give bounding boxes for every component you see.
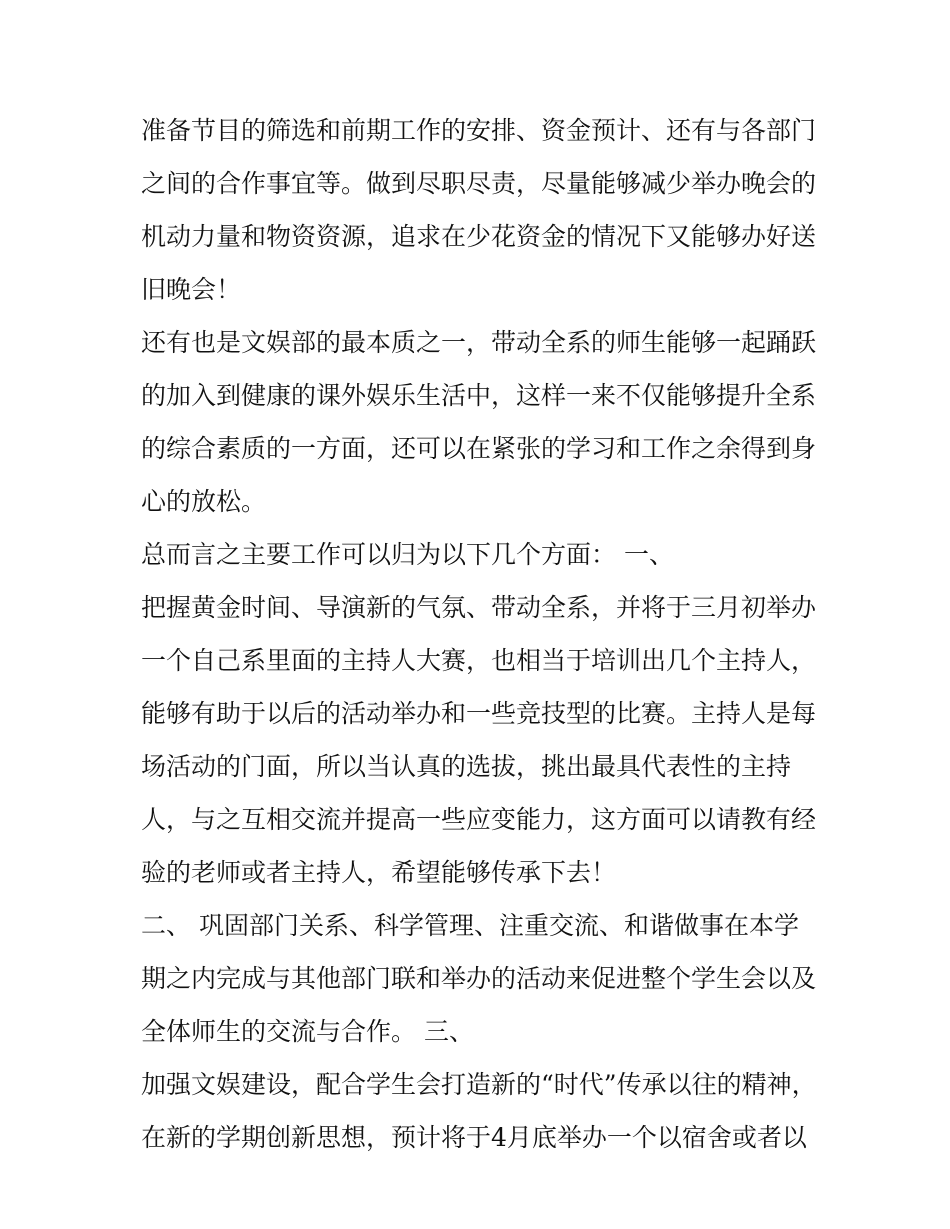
text-line: 二、 巩固部门关系、科学管理、注重交流、和谐做事在本学 <box>141 911 799 940</box>
text-line: 机动力量和物资资源，追求在少花资金的情况下又能够办好送 <box>141 222 817 251</box>
text-line: 心的放松。 <box>141 487 267 516</box>
text-line: 之间的合作事宜等。做到尽职尽责，尽量能够减少举办晚会的 <box>141 169 817 198</box>
text-line: 一个自己系里面的主持人大赛，也相当于培训出几个主持人， <box>141 646 817 675</box>
text-line: 加强文娱建设，配合学生会打造新的“时代”传承以往的精神， <box>141 1070 817 1099</box>
text-line: 旧晚会！ <box>141 275 242 304</box>
text-line: 验的老师或者主持人，希望能够传承下去！ <box>141 858 617 887</box>
text-line: 全体师生的交流与合作。 三、 <box>141 1017 474 1046</box>
text-line: 的综合素质的一方面，还可以在紧张的学习和工作之余得到身 <box>141 434 817 463</box>
text-line: 的加入到健康的课外娱乐生活中，这样一来不仅能够提升全系 <box>141 381 817 410</box>
text-line: 能够有助于以后的活动举办和一些竞技型的比赛。主持人是每 <box>141 699 817 728</box>
body-text <box>141 104 821 1164</box>
text-line: 总而言之主要工作可以归为以下几个方面： 一、 <box>141 540 674 569</box>
text-line: 在新的学期创新思想，预计将于4月底举办一个以宿舍或者以 <box>141 1123 807 1152</box>
text-line: 准备节目的筛选和前期工作的安排、资金预计、还有与各部门 <box>141 116 817 145</box>
text-line: 把握黄金时间、导演新的气氛、带动全系，并将于三月初举办 <box>141 593 817 622</box>
text-line: 场活动的门面，所以当认真的选拔，挑出最具代表性的主持 <box>141 752 792 781</box>
text-line: 人，与之互相交流并提高一些应变能力，这方面可以请教有经 <box>141 805 817 834</box>
text-line: 期之内完成与其他部门联和举办的活动来促进整个学生会以及 <box>141 964 817 993</box>
text-line: 还有也是文娱部的最本质之一，带动全系的师生能够一起踊跃 <box>141 328 817 357</box>
